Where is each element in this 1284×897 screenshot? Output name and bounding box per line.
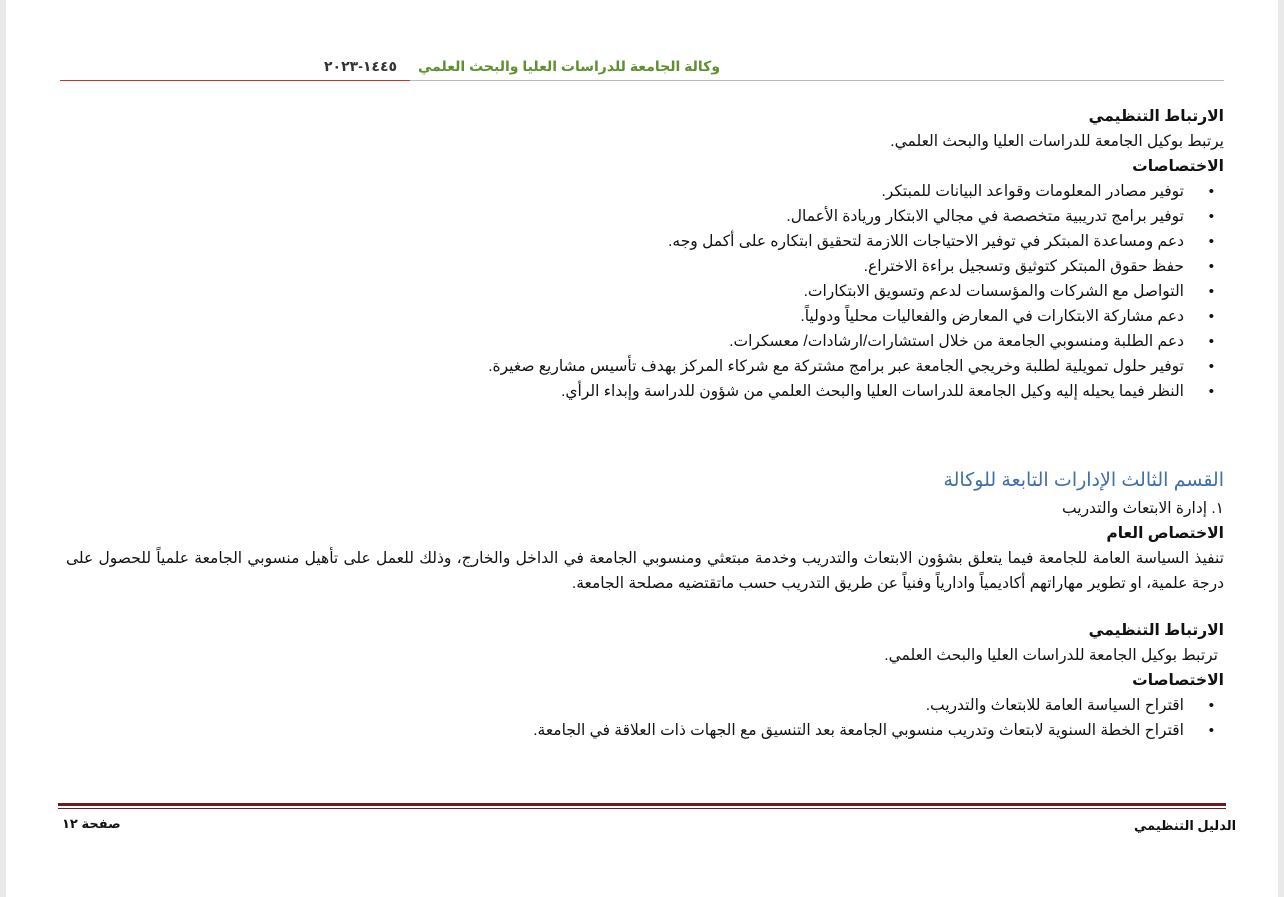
list-item: • دعم الطلبة ومنسوبي الجامعة من خلال استشارات/ارشادات/ معسكرات. [66,329,1184,354]
tasks-heading-2: الاختصاصات [1132,672,1224,689]
footer-divider [58,803,1226,806]
list-item: • النظر فيما يحيله إليه وكيل الجامعة للدراسات العليا والبحث العلمي من شؤون للدراسة وإبداء الرأي. [66,379,1184,404]
link-heading-2: الارتباط التنظيمي [1088,622,1224,639]
header-year: ١٤٤٥-٢٠٢٣ [324,58,398,74]
section-title: القسم الثالث الإدارات التابعة للوكالة [943,470,1224,491]
link-text: يرتبط بوكيل الجامعة للدراسات العليا والبحث العلمي. [890,133,1224,150]
document-page [6,0,1278,897]
page-number: صفحة ١٢ [62,816,121,831]
link-heading: الارتباط التنظيمي [1088,108,1224,125]
list-item: • توفير برامج تدريبية متخصصة في مجالي الابتكار وريادة الأعمال. [66,204,1184,229]
item-number: ١. [1211,500,1224,517]
list-item: • حفظ حقوق المبتكر كتوثيق وتسجيل براءة الاختراع. [66,254,1184,279]
tasks-heading: الاختصاصات [1132,158,1224,175]
page-content [66,104,1224,743]
list-item: • اقتراح الخطة السنوية لابتعاث وتدريب منسوبي الجامعة بعد التنسيق مع الجهات ذات العلاقة في الجامعة. [66,718,1184,743]
general-heading: الاختصاص العام [1106,525,1224,542]
tasks-list-2 [66,693,1224,743]
list-item: • دعم ومساعدة المبتكر في توفير الاحتياجات اللازمة لتحقيق ابتكاره على أكمل وجه. [66,229,1184,254]
tasks-list [66,179,1224,404]
page-header [6,56,1278,76]
footer-divider-thin [58,808,1226,809]
footer-doc-name: الدليل التنظيمي [1134,818,1237,833]
item-name: إدارة الابتعاث والتدريب [1062,500,1208,517]
list-item: • توفير مصادر المعلومات وقواعد البيانات للمبتكر. [66,179,1184,204]
numbered-item [66,496,1224,521]
list-item: • اقتراح السياسة العامة للابتعاث والتدريب. [66,693,1184,718]
list-item: • توفير حلول تمويلية لطلبة وخريجي الجامعة عبر برامج مشتركة مع شركاء المركز بهدف تأسيس مشاريع صغيرة. [66,354,1184,379]
header-accent-line [60,80,410,81]
header-title: وكالة الجامعة للدراسات العليا والبحث العلمي [418,58,721,74]
link-text-2: ترتبط بوكيل الجامعة للدراسات العليا والبحث العلمي. [884,647,1218,664]
list-item: • التواصل مع الشركات والمؤسسات لدعم وتسويق الابتكارات. [66,279,1184,304]
general-text: تنفيذ السياسة العامة للجامعة فيما يتعلق بشؤون الابتعاث والتدريب وخدمة مبتعثي ومنسوبي الجامعة في الداخل والخارج، وذلك للعمل على تأهيل منسوبي الجامعة علمياً للحصول على درجة علمية، او تطوير مهاراتهم أكاديمياً وادارياً وفنياً عن طريق التدريب حسب ماتقتضيه مصلحة الجامعة. [66,550,1224,592]
list-item: • دعم مشاركة الابتكارات في المعارض والفعاليات محلياً ودولياً. [66,304,1184,329]
